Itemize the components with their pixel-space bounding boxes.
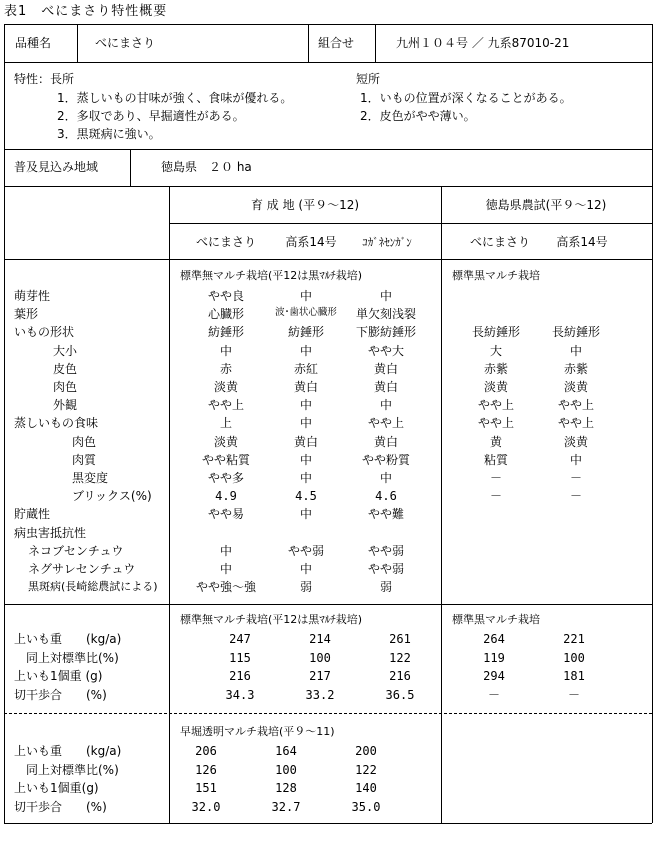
region-value: 徳島県 ２０ ha [161,160,252,174]
cell-value: 33.2 [305,687,335,702]
cell-value: － [487,687,501,702]
cell-value: 中 [379,289,393,303]
divider [308,24,309,62]
cell-value: 黄 [489,434,503,449]
row-label: 上いも1個重 (g) [14,669,103,683]
cell-value: 粘質 [483,452,509,467]
cross-value: 九州１０４号 ／ 九系87010-21 [396,36,570,50]
cell-value: 黄白 [373,361,399,376]
cell-value: 122 [389,650,411,665]
divider [4,149,652,150]
cell-value: 黄白 [293,380,319,394]
cell-value: 36.5 [385,687,415,702]
border-bottom [4,823,652,824]
condition-label: 標準無マルチ栽培(平12は黒ﾏﾙﾁ栽培) [180,613,363,626]
strength-item: 1．蒸しいもの甘味が強く、食味が優れる。 [57,91,293,105]
cell-value: やや強～強 [195,580,257,595]
cell-value: 中 [299,471,313,485]
group2-header: 徳島県農試(平９～12) [485,198,607,212]
cell-value: 黄白 [373,434,399,449]
row-label: 切干歩合 (%) [14,687,107,702]
variety-label: 品種名 [15,36,52,50]
row-label: ネグサレセンチュウ [28,562,136,576]
row-label: 上いも1個重(g) [14,781,99,795]
row-label: 葉形 [14,307,39,322]
cross-label: 組合せ [318,36,355,50]
row-label: 同上対標準比(%) [14,650,119,665]
cell-value: 長紡錘形 [471,325,521,340]
cell-value: やや易 [207,507,245,522]
cell-value: 181 [563,669,585,683]
cell-value: 淡黄 [213,434,239,449]
cell-value: 214 [309,632,331,646]
divider [169,186,170,823]
cell-value: やや弱 [287,543,325,558]
cell-value: 294 [483,669,505,683]
cell-value: やや多 [207,471,245,485]
table-title: 表1 べにまさり特性概要 [4,4,168,19]
condition-label: 標準無マルチ栽培(平12は黒ﾏﾙﾁ栽培) [180,269,363,282]
cell-value: 中 [299,289,313,303]
cell-value: 赤 [219,361,233,376]
cell-value: 中 [299,452,313,467]
cell-value: 紡錘形 [287,325,325,340]
row-label: 黒斑病(長崎総農試による) [28,580,158,594]
cell-value: 200 [355,744,377,758]
cell-value: やや粉質 [361,452,411,467]
cell-value: 中 [219,343,233,358]
divider [4,259,652,260]
cell-value: 100 [275,762,297,777]
weaknesses-label: 短所 [356,72,381,86]
row-label: いもの形状 [14,325,75,340]
row-label: ブリックス(%) [72,489,152,504]
row-label: 外観 [53,398,78,413]
cell-value: 217 [309,669,331,683]
variety-col: べにまさり [469,235,531,249]
cell-value: やや上 [477,416,515,431]
row-label: 黒変度 [72,471,109,485]
variety-col: 高系14号 [556,235,608,249]
row-label: ネコブセンチュウ [28,543,124,558]
cell-value: 中 [299,507,313,522]
group1-header: 育 成 地 (平９～12) [250,198,360,212]
cell-value: 34.3 [225,687,255,702]
cell-value: やや粘質 [201,452,251,467]
cell-value: 100 [563,650,585,665]
cell-value: 下膨紡錘形 [355,325,417,340]
cell-value: 35.0 [351,799,381,814]
cell-value: 中 [379,398,393,413]
cell-value: － [489,471,503,485]
row-label: 皮色 [53,361,78,376]
cell-value: 淡黄 [563,434,589,449]
cell-value: 黄白 [373,380,399,394]
cell-value: － [567,687,581,702]
cell-value: 4.6 [375,489,397,504]
cell-value: やや弱 [367,543,405,558]
cell-value: 中 [299,343,313,358]
cell-value: 140 [355,781,377,795]
cell-value: やや良 [207,289,245,303]
cell-value: 上 [219,416,233,431]
row-label: 大小 [53,343,78,358]
cell-value: やや上 [367,416,405,431]
cell-value: 黄白 [293,434,319,449]
cell-value: 長紡錘形 [551,325,601,340]
row-label: 萌芽性 [14,289,51,303]
variety-col: 高系14号 [285,235,337,249]
cell-value: 赤紅 [293,361,319,376]
variety-value: べにまさり [95,36,156,50]
condition-label: 標準黒マルチ栽培 [452,269,540,282]
cell-value: やや大 [367,343,405,358]
cell-value: 中 [219,543,233,558]
cell-value: 波･歯状心臓形 [275,307,337,319]
variety-col: ｺｶﾞﾈｾﾝｶﾞﾝ [362,236,412,249]
weakness-item: 1．いもの位置が深くなることがある。 [360,91,572,105]
cell-value: 中 [379,471,393,485]
row-label: 切干歩合 (%) [14,799,107,814]
divider [77,24,78,62]
cell-value: 122 [355,762,377,777]
border-top [4,24,652,25]
row-label: 肉色 [72,434,97,449]
cell-value: 261 [389,632,411,646]
strength-item: 2．多収であり、早掘適性がある。 [57,109,245,123]
cell-value: 弱 [379,580,393,595]
cell-value: 206 [195,744,217,758]
cell-value: やや上 [207,398,245,413]
border-right [652,24,653,823]
cell-value: 4.5 [295,489,317,504]
divider [130,149,131,186]
divider [4,62,652,63]
cell-value: 119 [483,650,505,665]
cell-value: 32.0 [191,799,221,814]
weakness-item: 2．皮色がやや薄い。 [360,109,476,123]
row-label: 上いも重 (kg/a) [14,632,122,646]
cell-value: 大 [489,343,503,358]
cell-value: やや難 [367,507,405,522]
cell-value: － [569,489,583,504]
row-label: 蒸しいもの食味 [14,416,99,431]
cell-value: 115 [229,650,251,665]
row-label: 貯蔵性 [14,507,51,522]
row-label: 病虫害抵抗性 [14,525,87,540]
row-label: 肉色 [53,380,78,394]
cell-value: やや弱 [367,562,405,576]
cell-value: やや上 [557,416,595,431]
cell-value: 中 [299,562,313,576]
cell-value: 100 [309,650,331,665]
region-label: 普及見込み地域 [14,160,99,174]
cell-value: 247 [229,632,251,646]
row-label: 肉質 [72,452,97,467]
dashed-divider [4,713,652,714]
cell-value: － [569,471,583,485]
cell-value: 216 [229,669,251,683]
cell-value: 221 [563,632,585,646]
cell-value: 128 [275,781,297,795]
cell-value: やや上 [477,398,515,413]
cell-value: 淡黄 [483,380,509,394]
cell-value: 中 [299,416,313,431]
cell-value: 126 [195,762,217,777]
condition-label: 標準黒マルチ栽培 [452,613,540,626]
strengths-label: 特性：長所 [14,72,75,86]
cell-value: 中 [569,343,583,358]
divider [4,604,652,605]
cell-value: 32.7 [271,799,301,814]
row-label: 同上対標準比(%) [14,762,119,777]
cell-value: 淡黄 [563,380,589,394]
strength-item: 3．黒斑病に強い。 [57,127,161,141]
cell-value: 心臓形 [207,307,245,322]
cell-value: やや上 [557,398,595,413]
cell-value: 淡黄 [213,380,239,394]
cell-value: 4.9 [215,489,237,504]
cell-value: － [489,489,503,504]
border-left [4,24,5,823]
cell-value: 紡錘形 [207,325,245,340]
cell-value: 216 [389,669,411,683]
cell-value: 164 [275,744,297,758]
cell-value: 弱 [299,580,313,595]
cell-value: 赤紫 [563,361,589,376]
divider [4,186,652,187]
cell-value: 単欠刻浅裂 [355,307,417,322]
variety-col: べにまさり [195,235,257,249]
divider [441,186,442,823]
cell-value: 151 [195,781,217,795]
cell-value: 中 [299,398,313,413]
cell-value: 264 [483,632,505,646]
cell-value: 中 [569,452,583,467]
row-label: 上いも重 (kg/a) [14,744,122,758]
divider [169,223,652,224]
cell-value: 中 [219,562,233,576]
divider [375,24,376,62]
cell-value: 赤紫 [483,361,509,376]
condition-label: 早堀透明マルチ栽培(平９～11) [180,725,335,738]
